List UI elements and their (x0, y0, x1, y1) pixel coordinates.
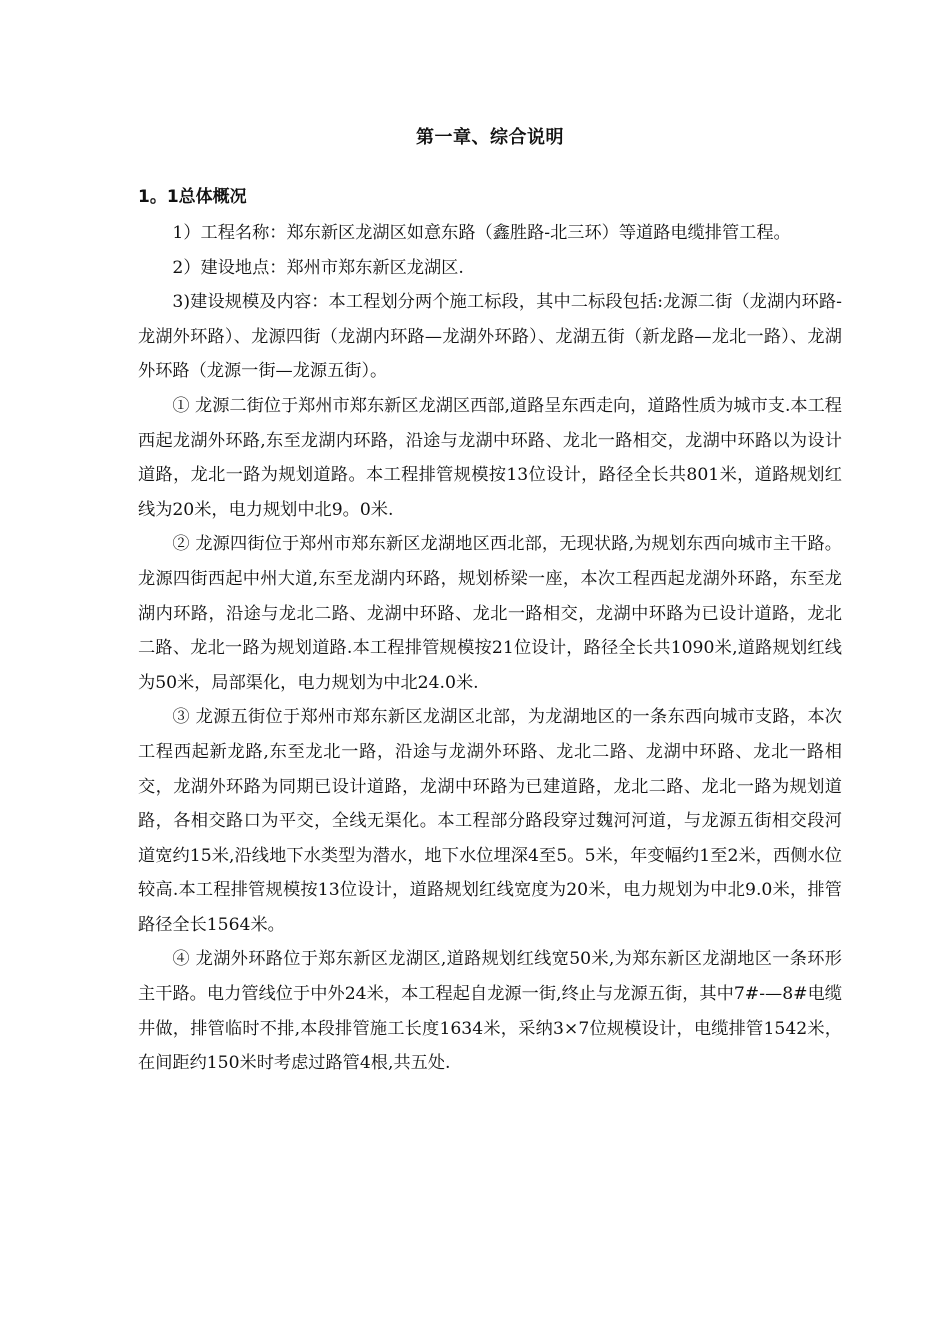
paragraph-longhu-outer-ring: ④ 龙湖外环路位于郑东新区龙湖区,道路规划红线宽50米,为郑东新区龙湖地区一条环形主干路。电力管线位于中外24米，本工程起自龙源一街,终止与龙源五街，其中7#-—8#电缆井做，排管临时不排,本段排管施工长度1634米，采纳3×7位规模设计，电缆排管1542米，在间距约150米时考虑过路管4根,共五处. (138, 949, 842, 1074)
body-text (138, 216, 842, 1081)
paragraph-scope: 3)建设规模及内容：本工程划分两个施工标段，其中二标段包括:龙源二街（龙湖内环路-龙湖外环路）、龙源四街（龙湖内环路—龙湖外环路）、龙湖五街（新龙路—龙北一路）、龙湖外环路（龙源一街—龙源五街）。 (138, 292, 842, 382)
paragraph-longyuan-2nd-street: ① 龙源二街位于郑州市郑东新区龙湖区西部,道路呈东西走向，道路性质为城市支.本工程西起龙湖外环路,东至龙湖内环路，沿途与龙湖中环路、龙北一路相交，龙湖中环路以为设计道路，龙北一路为规划道路。本工程排管规模按13位设计，路径全长共801米，道路规划红线为20米，电力规划中北9。0米. (138, 395, 842, 520)
paragraph-longyuan-4th-street: ② 龙源四街位于郑州市郑东新区龙湖地区西北部，无现状路,为规划东西向城市主干路。龙源四街西起中州大道,东至龙湖内环路，规划桥梁一座，本次工程西起龙湖外环路，东至龙湖内环路，沿途与龙北二路、龙湖中环路、龙北一路相交，龙湖中环路为已设计道路，龙北二路、龙北一路为规划道路.本工程排管规模按21位设计，路径全长共1090米,道路规划红线为50米，局部渠化，电力规划为中北24.0米. (138, 534, 842, 693)
section-heading: 1。1总体概况 (138, 187, 247, 207)
paragraph-project-name: 1）工程名称：郑东新区龙湖区如意东路（鑫胜路-北三环）等道路电缆排管工程。 (172, 223, 791, 243)
paragraph-location: 2）建设地点：郑州市郑东新区龙湖区. (172, 257, 464, 278)
paragraph-longyuan-5th-street: ③ 龙源五街位于郑州市郑东新区龙湖区北部，为龙湖地区的一条东西向城市支路，本次工程西起新龙路,东至龙北一路，沿途与龙湖外环路、龙北二路、龙湖中环路、龙北一路相交，龙湖外环路为同期已设计道路，龙湖中环路为已建道路，龙北二路、龙北一路为规划道路，各相交路口为平交，全线无渠化。本工程部分路段穿过魏河河道，与龙源五街相交段河道宽约15米,沿线地下水类型为潜水，地下水位埋深4至5。5米，年变幅约1至2米，西侧水位较高.本工程排管规模按13位设计，道路规划红线宽度为20米，电力规划为中北9.0米，排管路径全长1564米。 (138, 707, 842, 935)
chapter-title: 第一章、综合说明 (416, 127, 564, 148)
